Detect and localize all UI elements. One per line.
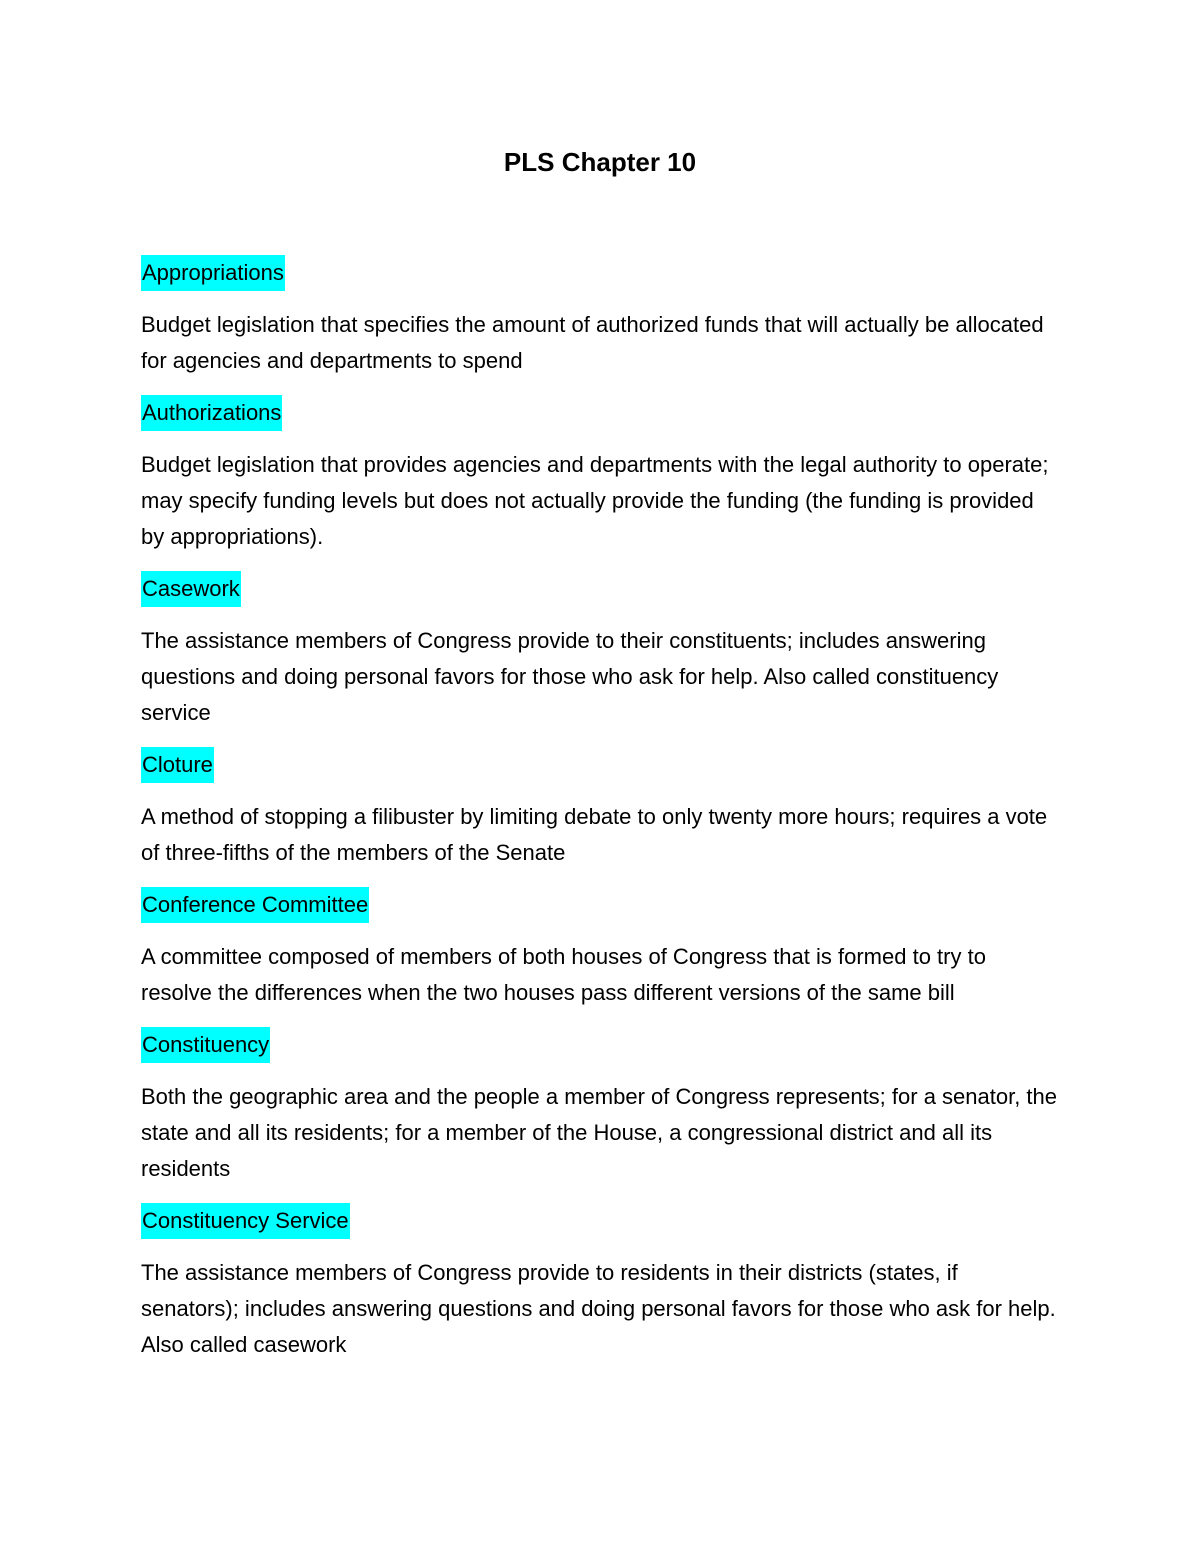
term-definition: Budget legislation that specifies the amount of authorized funds that will actually be allocated for agencies and departments to spend <box>141 312 1044 373</box>
glossary-entry-appropriations <box>141 255 1071 379</box>
term-definition: Budget legislation that provides agencies and departments with the legal authority to operate; may specify funding levels but does not actually provide the funding (the funding is provided by appropriations). <box>141 452 1049 549</box>
term-definition: A committee composed of members of both houses of Congress that is formed to try to resolve the differences when the two houses pass different versions of the same bill <box>141 944 986 1005</box>
term-heading: Constituency Service <box>141 1203 350 1239</box>
term-definition: Both the geographic area and the people a member of Congress represents; for a senator, the state and all its residents; for a member of the House, a congressional district and all its residents <box>141 1084 1058 1181</box>
term-heading: Constituency <box>141 1027 270 1063</box>
document-title: PLS Chapter 10 <box>503 147 697 177</box>
glossary-list <box>141 255 1071 1379</box>
term-heading: Cloture <box>141 747 214 783</box>
term-heading: Appropriations <box>141 255 285 291</box>
term-definition: A method of stopping a filibuster by limiting debate to only twenty more hours; requires a vote of three-fifths of the members of the Senate <box>141 804 1048 865</box>
term-heading: Conference Committee <box>141 887 369 923</box>
glossary-entry-constituency <box>141 1027 1071 1187</box>
glossary-entry-cloture <box>141 747 1071 871</box>
term-definition: The assistance members of Congress provide to residents in their districts (states, if senators); includes answering questions and doing personal favors for those who ask for help. Also called casework <box>141 1260 1056 1357</box>
glossary-entry-casework <box>141 571 1071 731</box>
glossary-entry-authorizations <box>141 395 1071 555</box>
term-heading: Authorizations <box>141 395 282 431</box>
glossary-entry-conference-committee <box>141 887 1071 1011</box>
glossary-entry-constituency-service <box>141 1203 1071 1363</box>
term-heading: Casework <box>141 571 241 607</box>
term-definition: The assistance members of Congress provide to their constituents; includes answering questions and doing personal favors for those who ask for help. Also called constituency service <box>141 628 999 725</box>
